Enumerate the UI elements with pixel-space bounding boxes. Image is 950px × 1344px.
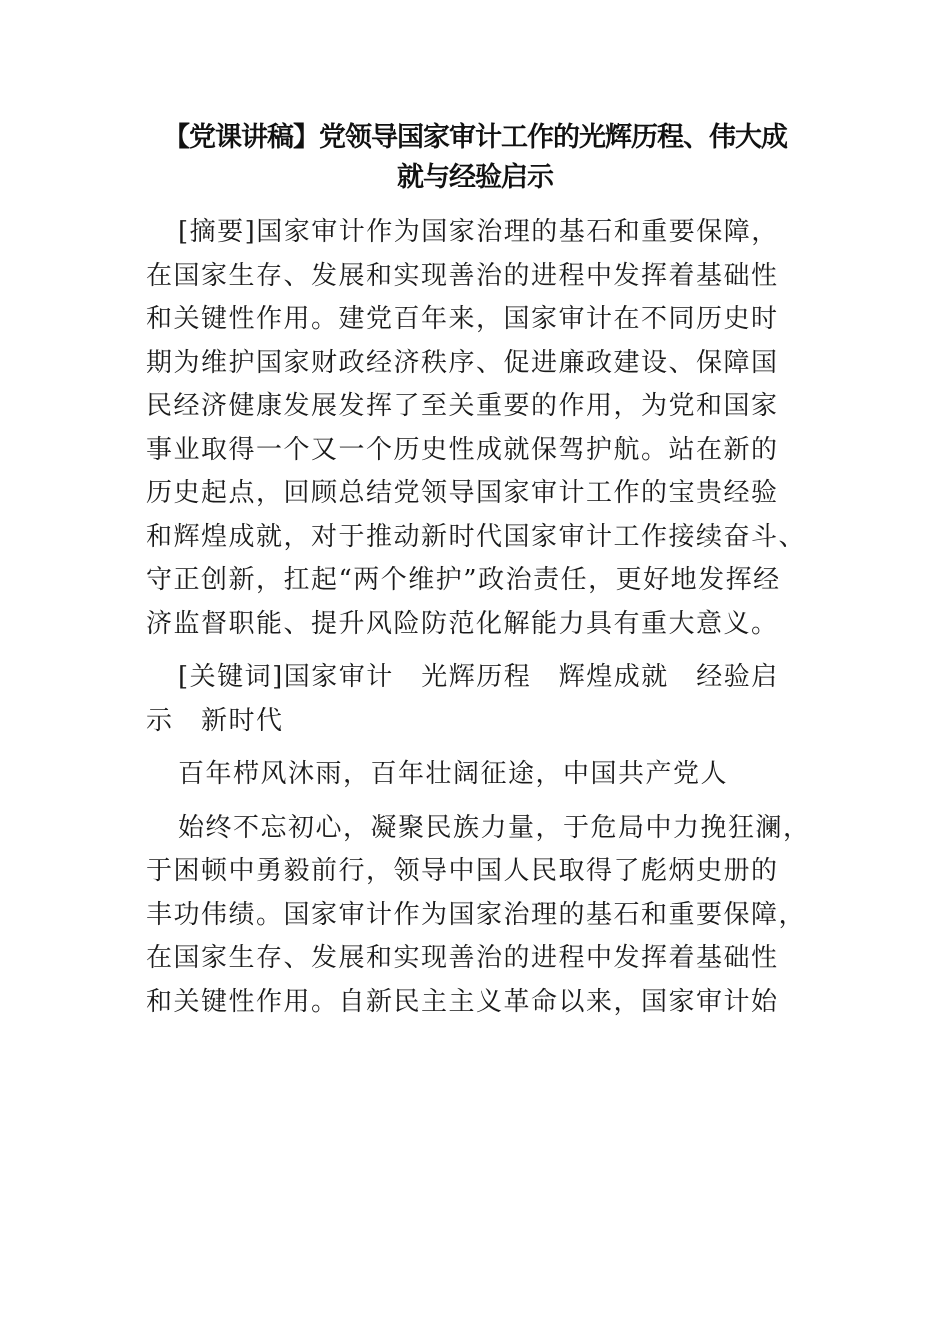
abstract-line: 历史起点，回顾总结党领导国家审计工作的宝贵经验 — [146, 478, 779, 508]
keywords-line: 示 新时代 — [146, 705, 284, 736]
abstract-line: 和关键性作用。建党百年来，国家审计在不同历史时 — [146, 304, 779, 334]
body-paragraph-2 — [146, 807, 811, 1025]
body-line: 百年栉风沐雨，百年壮阔征途，中国共产党人 — [178, 759, 729, 789]
abstract-line: 民经济健康发展发挥了至关重要的作用，为党和国家 — [146, 391, 779, 421]
body-line: 于困顿中勇毅前行，领导中国人民取得了彪炳史册的 — [146, 856, 779, 886]
document-body — [146, 211, 811, 1024]
document-title — [140, 118, 810, 198]
abstract-paragraph — [146, 211, 806, 646]
keywords-line: [关键词]国家审计 光辉历程 辉煌成就 经验启 — [178, 662, 779, 692]
body-line: 丰功伟绩。国家审计作为国家治理的基石和重要保障， — [146, 899, 807, 930]
body-line: 在国家生存、发展和实现善治的进程中发挥着基础性 — [146, 943, 779, 973]
abstract-line: 在国家生存、发展和实现善治的进程中发挥着基础性 — [146, 260, 779, 291]
body-paragraph-1 — [146, 753, 806, 797]
abstract-line: 和辉煌成就，对于推动新时代国家审计工作接续奋斗、 — [146, 521, 807, 552]
body-line: 始终不忘初心，凝聚民族力量，于危局中力挽狂澜， — [178, 812, 811, 843]
abstract-line: 事业取得一个又一个历史性成就保驾护航。站在新的 — [146, 434, 779, 465]
body-line: 和关键性作用。自新民主主义革命以来，国家审计始 — [146, 986, 779, 1017]
abstract-line: 期为维护国家财政经济秩序、促进廉政建设、保障国 — [146, 347, 779, 378]
abstract-line: 守正创新，扛起“两个维护”政治责任，更好地发挥经 — [146, 565, 781, 595]
title-line: 就与经验启示 — [397, 162, 553, 193]
keywords-paragraph — [146, 656, 806, 743]
abstract-line: [摘要]国家审计作为国家治理的基石和重要保障， — [178, 217, 779, 247]
title-line: 【党课讲稿】党领导国家审计工作的光辉历程、伟大成 — [163, 122, 787, 153]
abstract-line: 济监督职能、提升风险防范化解能力具有重大意义。 — [146, 608, 779, 639]
